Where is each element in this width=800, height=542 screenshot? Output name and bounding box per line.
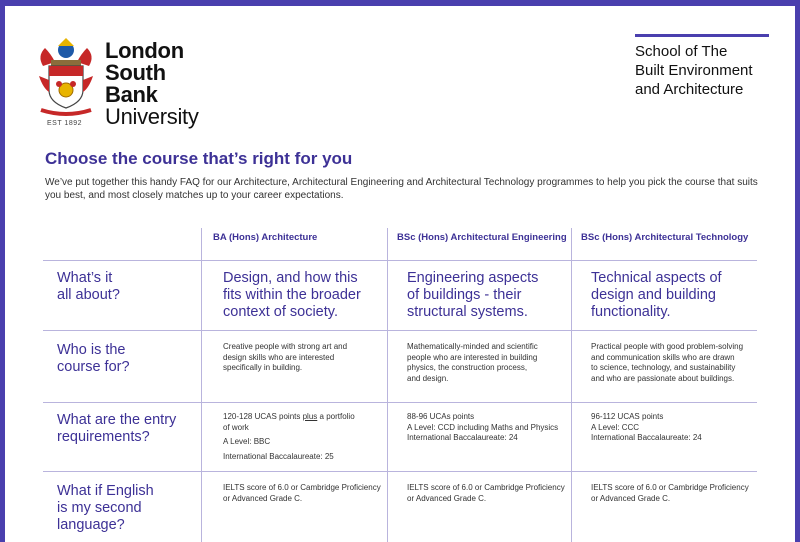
school-name-line2: Built Environment	[635, 62, 753, 79]
university-name-line3: University	[105, 104, 199, 129]
answer-line: IELTS score of 6.0 or Cambridge Proficiency	[407, 483, 565, 492]
question-line: Who is the	[57, 342, 126, 358]
answer-line: and communication skills who are drawn	[591, 352, 735, 362]
answer-line: context of society.	[223, 304, 338, 320]
intro-text: We’ve put together this handy FAQ for our Architecture, Architectural Engineering and Architectural Technology programmes to help you pick the course that suits you best, and most closely matches up to your career expectations.	[45, 177, 758, 201]
answer-line: of work	[223, 422, 249, 432]
answer-line: or Advanced Grade C.	[407, 493, 487, 503]
answer-line: A Level: BBC	[223, 437, 271, 446]
answer-line: and design.	[407, 373, 449, 383]
question-line: all about?	[57, 287, 120, 303]
answer-line: 88-96 UCAs points	[407, 412, 475, 421]
answer-line: of buildings - their	[407, 287, 522, 303]
faq-page	[5, 6, 795, 542]
answer-line: and who are passionate about buildings.	[591, 373, 735, 383]
answer-line: International Baccalaureate: 24	[591, 433, 702, 442]
question-who	[57, 342, 130, 376]
answer-line: specifically in building.	[223, 363, 303, 372]
question-entry	[57, 412, 176, 446]
question-english	[57, 483, 154, 534]
answer-line: IELTS score of 6.0 or Cambridge Proficiency	[223, 483, 381, 492]
answer-line: functionality.	[591, 304, 671, 320]
question-line: course for?	[57, 359, 130, 375]
answer-line: A Level: CCD including Maths and Physics	[407, 422, 559, 432]
school-name-line3: and Architecture	[635, 81, 744, 98]
answer-line: a portfolio	[317, 412, 355, 421]
university-name-line2: South Bank	[105, 60, 166, 107]
column-header-architectural-technology: BSc (Hons) Architectural Technology	[581, 232, 749, 243]
page-title: Choose the course that’s right for you	[45, 149, 353, 168]
question-about	[57, 270, 120, 304]
university-name-line1: London	[105, 38, 184, 63]
answer-line: or Advanced Grade C.	[591, 493, 671, 503]
answer-line: Creative people with strong art and	[223, 342, 348, 351]
answer-line: IELTS score of 6.0 or Cambridge Proficiency	[591, 483, 749, 492]
answer-english-technology	[591, 483, 761, 504]
answer-line: Mathematically-minded and scientific	[407, 342, 538, 351]
question-line: What if English	[57, 483, 154, 499]
university-name	[105, 40, 223, 128]
school-name	[635, 34, 769, 99]
table-row-about	[43, 260, 757, 330]
answer-line: 96-112 UCAS points	[591, 412, 664, 421]
answer-about-architecture	[223, 270, 393, 321]
table-row-who	[43, 330, 757, 402]
answer-who-technology	[591, 342, 761, 384]
answer-english-engineering	[407, 483, 577, 504]
established-year: EST 1892	[47, 120, 83, 127]
answer-who-architecture	[223, 342, 393, 374]
answer-line: or Advanced Grade C.	[223, 493, 303, 503]
answer-line: Technical aspects of	[591, 270, 722, 286]
answer-entry-architecture	[223, 412, 393, 462]
answer-entry-technology	[591, 412, 761, 444]
answer-about-technology	[591, 270, 761, 321]
answer-line: people who are interested in building	[407, 352, 538, 362]
answer-line: International Baccalaureate: 24	[407, 433, 518, 442]
question-line: language?	[57, 517, 125, 533]
answer-line: International Baccalaureate: 25	[223, 451, 334, 461]
crest-icon	[33, 36, 99, 118]
answer-line: design skills who are interested	[223, 352, 335, 362]
answer-entry-engineering	[407, 412, 577, 444]
answer-line: design and building	[591, 287, 716, 303]
answer-line: Engineering aspects	[407, 270, 539, 286]
answer-emphasis: plus	[302, 412, 318, 421]
column-header-architectural-engineering: BSc (Hons) Architectural Engineering	[397, 232, 567, 243]
answer-line: structural systems.	[407, 304, 528, 320]
answer-line: to science, technology, and sustainability	[591, 363, 736, 372]
answer-line: 120-128 UCAS points	[223, 412, 303, 421]
school-name-line1: School of The	[635, 43, 728, 60]
answer-line: A Level: CCC	[591, 422, 640, 432]
answer-line: physics, the construction process,	[407, 363, 528, 372]
question-line: What’s it	[57, 270, 113, 286]
lsbu-logo	[33, 36, 223, 128]
answer-line: fits within the broader	[223, 287, 361, 303]
column-header-architecture: BA (Hons) Architecture	[213, 232, 318, 243]
question-line: What are the entry	[57, 412, 177, 428]
question-line: requirements?	[57, 429, 150, 445]
table-row-entry	[43, 402, 757, 471]
answer-english-architecture	[223, 483, 393, 504]
answer-who-engineering	[407, 342, 577, 384]
answer-about-engineering	[407, 270, 577, 321]
answer-line: Design, and how this	[223, 270, 358, 286]
answer-line: Practical people with good problem-solving	[591, 342, 744, 351]
table-row-english	[43, 471, 757, 542]
question-line: is my second	[57, 500, 142, 516]
